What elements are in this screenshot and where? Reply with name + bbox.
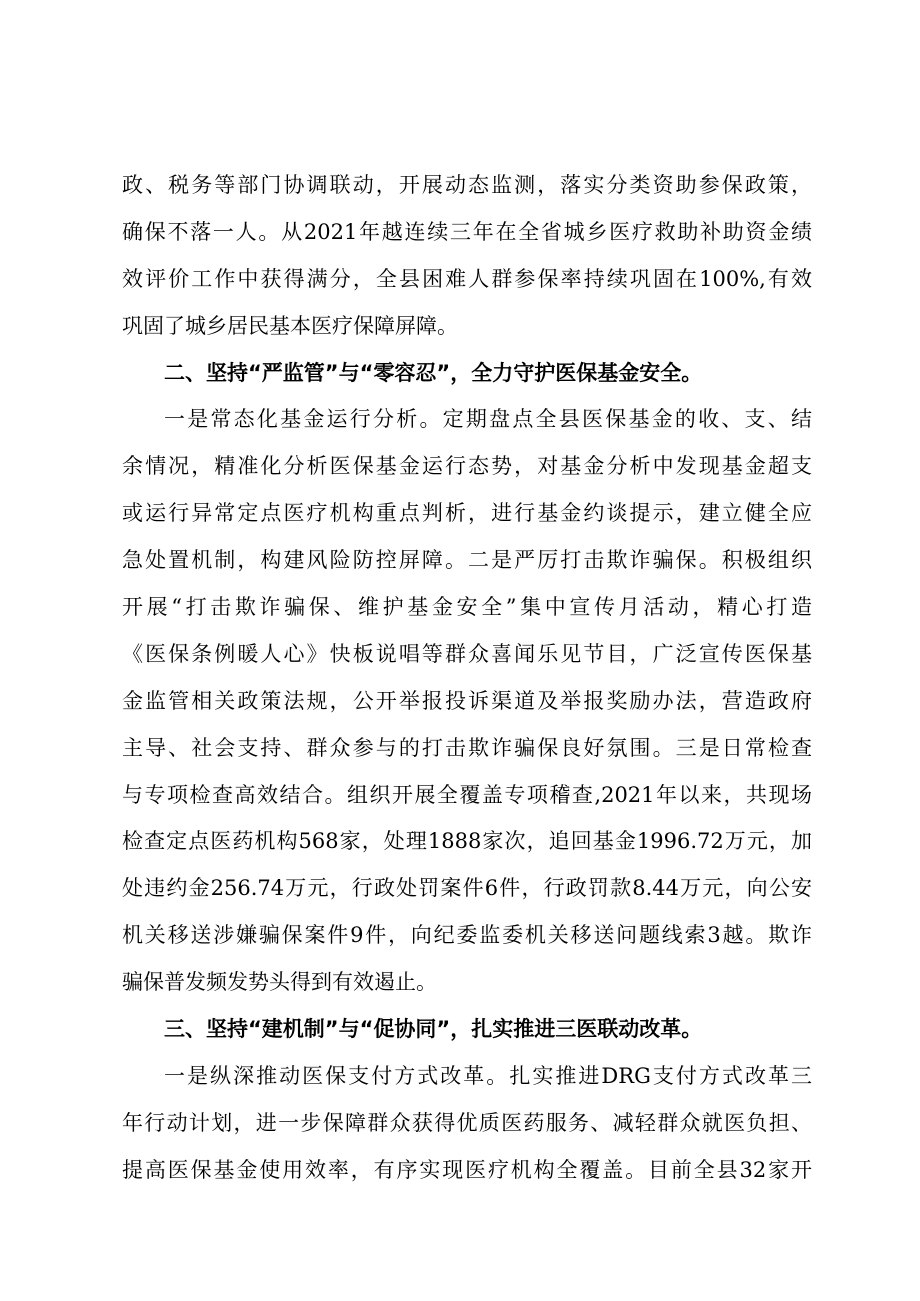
text-line: 检查定点医药机构568家，处理1888家次，追回基金1996.72万元，加 [122,829,812,854]
text-line: 主导、社会支持、群众参与的打击欺诈骗保良好氛围。三是日常检查 [122,735,812,760]
text-line: 一是纵深推动医保支付方式改革。扎实推进DRG支付方式改革三 [164,1063,812,1088]
text-line: 效评价工作中获得满分，全县困难人群参保率持续巩固在100%,有效 [122,266,812,291]
text-line: 急处置机制，构建风险防控屏障。二是严厉打击欺诈骗保。积极组织 [122,548,812,573]
text-line: 年行动计划，进一步保障群众获得优质医药服务、减轻群众就医负担、 [122,1110,812,1135]
text-line: 处违约金256.74万元，行政处罚案件6件，行政罚款8.44万元，向公安 [122,876,812,901]
section2-paragraph [122,396,812,1006]
text-line: 或运行异常定点医疗机构重点判析，进行基金约谈提示，建立健全应 [122,501,812,526]
text-line: 机关移送涉嫌骗保案件9件，向纪委监委机关移送问题线索3越。欺诈 [122,923,812,948]
text-line: 《医保条例暖人心》快板说唱等群众喜闻乐见节目，广泛宣传医保基 [122,641,812,666]
text-line: 金监管相关政策法规，公开举报投诉渠道及举报奖励办法，营造政府 [122,688,812,713]
text-line: 余情况，精准化分析医保基金运行态势，对基金分析中发现基金超支 [122,454,812,479]
section3-heading: 三、坚持“建机制”与“促协同”，扎实推进三医联动改革。 [164,1017,703,1042]
text-line: 政、税务等部门协调联动，开展动态监测，落实分类资助参保政策， [122,173,812,197]
section3-paragraph [122,1053,812,1194]
section2-heading: 二、坚持“严监管”与“零容忍”，全力守护医保基金安全。 [164,360,703,385]
text-line: 与专项检查高效结合。组织开展全覆盖专项稽查,2021年以来，共现场 [122,782,812,807]
text-line: 确保不落一人。从2021年越连续三年在全省城乡医疗救助补助资金绩 [122,219,812,244]
section1-paragraph [122,162,812,350]
text-line: 开展“打击欺诈骗保、维护基金安全”集中宣传月活动，精心打造 [122,595,812,620]
text-line: 提高医保基金使用效率，有序实现医疗机构全覆盖。目前全县32家开 [122,1157,812,1182]
text-line: 一是常态化基金运行分析。定期盘点全县医保基金的收、支、结 [164,407,812,432]
text-line: 巩固了城乡居民基本医疗保障屏障。 [122,313,458,338]
text-line: 骗保普发频发势头得到有效遏止。 [122,970,437,995]
document-body [122,162,812,1194]
